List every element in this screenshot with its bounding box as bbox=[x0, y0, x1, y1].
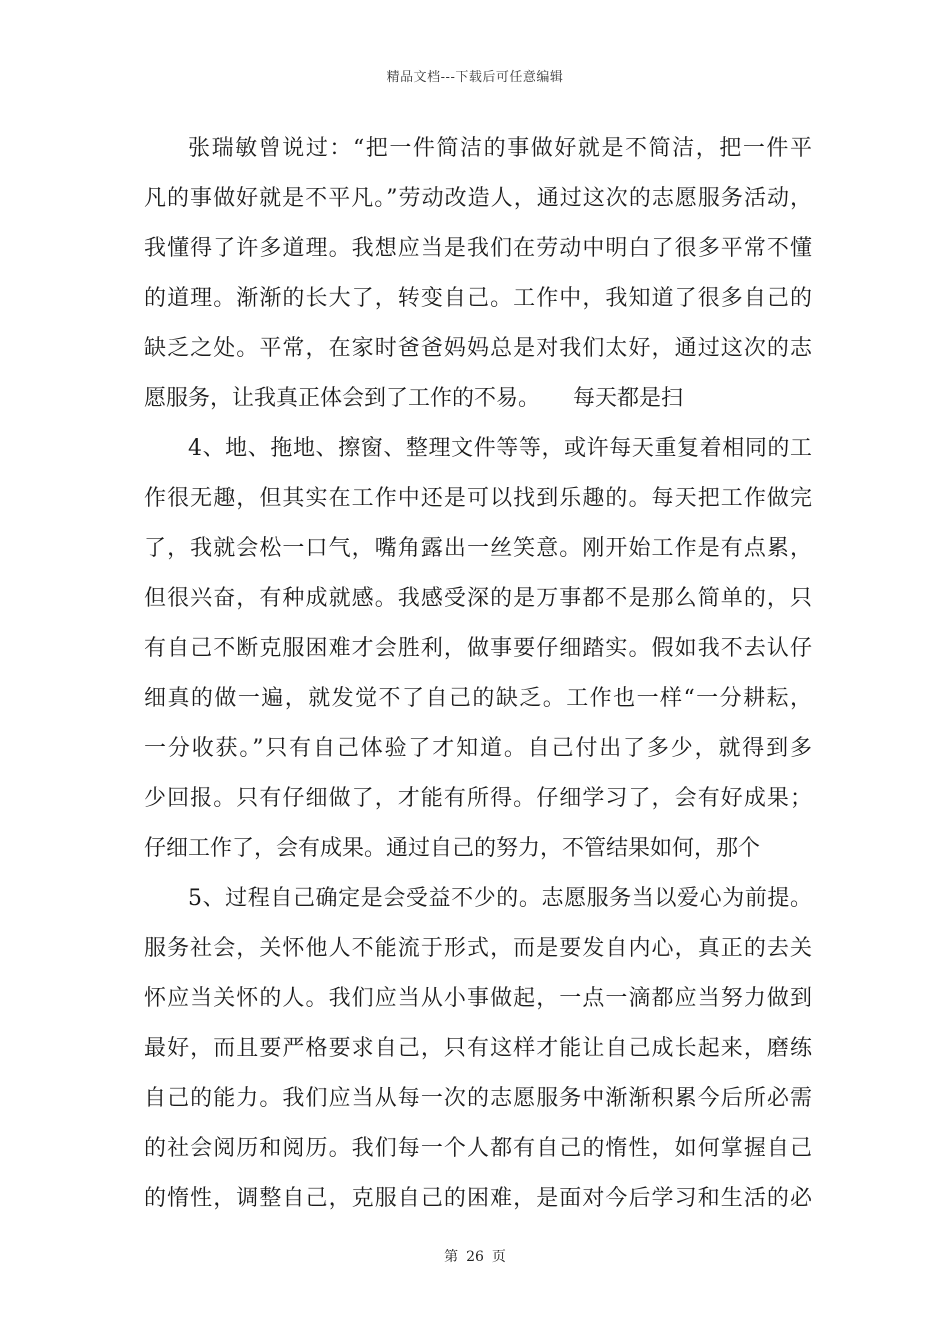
text-line: 了，我就会松一口气，嘴角露出一丝笑意。刚开始工作是有点累， bbox=[144, 536, 812, 561]
text-line: 4、地、拖地、擦窗、整理文件等等，或许每天重复着相同的工 bbox=[188, 436, 812, 461]
text-line: 凡的事做好就是不平凡。”劳动改造人，通过这次的志愿服务活动， bbox=[144, 186, 812, 211]
text-line: 愿服务，让我真正体会到了工作的不易。 每天都是扫 bbox=[144, 386, 684, 411]
text-line: 我懂得了许多道理。我想应当是我们在劳动中明白了很多平常不懂 bbox=[144, 236, 812, 261]
text-line: 的惰性，调整自己，克服自己的困难，是面对今后学习和生活的必 bbox=[144, 1186, 812, 1211]
text-line: 一分收获。”只有自己体验了才知道。自己付出了多少，就得到多 bbox=[144, 736, 812, 761]
text-line: 最好，而且要严格要求自己，只有这样才能让自己成长起来，磨练 bbox=[144, 1036, 812, 1061]
text-line: 仔细工作了，会有成果。通过自己的努力，不管结果如何，那个 bbox=[144, 836, 761, 861]
text-line: 有自己不断克服困难才会胜利，做事要仔细踏实。假如我不去认仔 bbox=[144, 636, 812, 661]
text-line: 张瑞敏曾说过：“把一件简洁的事做好就是不简洁，把一件平 bbox=[188, 136, 812, 161]
text-line: 的社会阅历和阅历。我们每一个人都有自己的惰性，如何掌握自己 bbox=[144, 1136, 812, 1161]
paragraph bbox=[144, 124, 812, 424]
page-number: 26 bbox=[466, 1249, 484, 1265]
text-line: 服务社会，关怀他人不能流于形式，而是要发自内心，真正的去关 bbox=[144, 936, 812, 961]
text-line: 自己的能力。我们应当从每一次的志愿服务中渐渐积累今后所必需 bbox=[144, 1086, 812, 1111]
text-line: 少回报。只有仔细做了，才能有所得。仔细学习了，会有好成果； bbox=[144, 786, 812, 811]
text-line: 的道理。渐渐的长大了，转变自己。工作中，我知道了很多自己的 bbox=[144, 286, 812, 311]
text-line: 作很无趣，但其实在工作中还是可以找到乐趣的。每天把工作做完 bbox=[144, 486, 812, 511]
text-line: 缺乏之处。平常，在家时爸爸妈妈总是对我们太好，通过这次的志 bbox=[144, 336, 812, 361]
text-line: 怀应当关怀的人。我们应当从小事做起，一点一滴都应当努力做到 bbox=[144, 986, 812, 1011]
page-footer bbox=[0, 1246, 950, 1266]
page-header: 精品文档---下载后可任意编辑 bbox=[386, 70, 564, 85]
text-line: 但很兴奋，有种成就感。我感受深的是万事都不是那么简单的，只 bbox=[144, 586, 812, 611]
text-line: 细真的做一遍，就发觉不了自己的缺乏。工作也一样“一分耕耘， bbox=[144, 686, 812, 711]
paragraph bbox=[144, 874, 812, 1224]
paragraph bbox=[144, 424, 812, 874]
page-footer-suffix: 页 bbox=[491, 1249, 506, 1265]
text-line: 5、过程自己确定是会受益不少的。志愿服务当以爱心为前提。 bbox=[188, 886, 812, 911]
page-footer-prefix: 第 bbox=[444, 1249, 459, 1265]
document-body bbox=[144, 124, 812, 1224]
